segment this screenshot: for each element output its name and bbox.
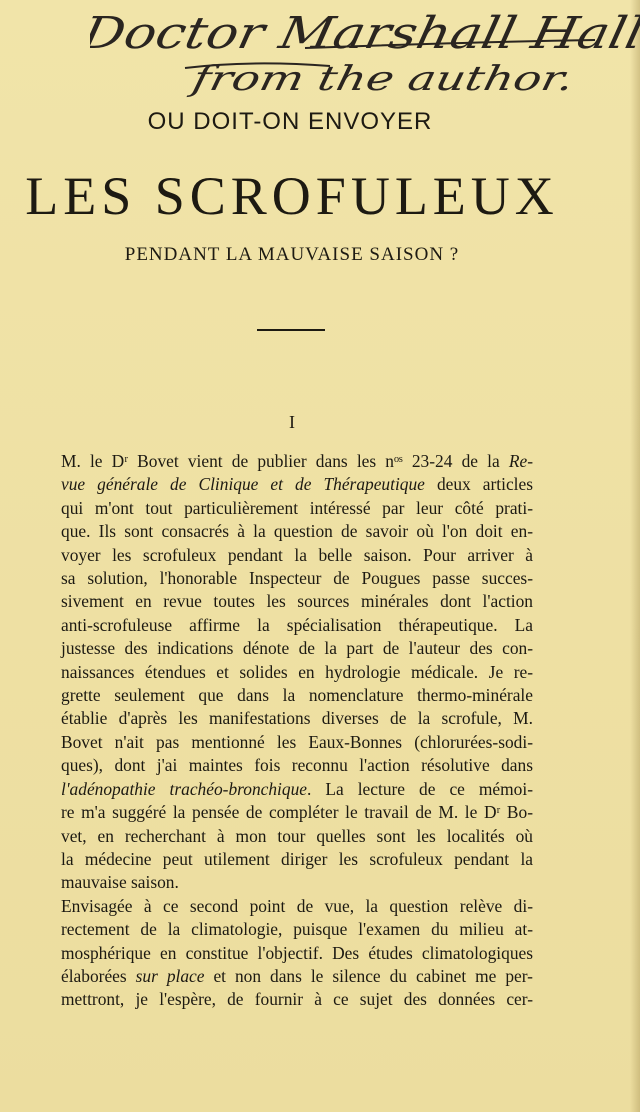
body-line: l'adénopathie trachéo-bronchique. La lecture de ce mémoi- — [61, 778, 533, 799]
body-line: voyer les scrofuleux pendant la belle saison. Pour arriver à — [61, 544, 533, 565]
body-line: M. le Dʳ Bovet vient de publier dans les nᵒˢ 23-24 de la Re- — [61, 451, 533, 471]
body-line: établie d'après les manifestations diverses de la scrofule, M. — [61, 708, 533, 729]
dedication-line-2: from the author. — [188, 59, 478, 99]
body-line: mettront, je l'espère, de fournir à ce sujet des données cer- — [61, 989, 533, 1010]
body-line: re m'a suggéré la pensée de compléter le travail de M. le Dʳ Bo- — [61, 802, 533, 823]
body-line: sivement en revue toutes les sources minérales dont l'action — [61, 591, 533, 612]
title-rule — [257, 329, 325, 331]
body-line: anti-scrofuleuse affirme la spécialisation thérapeutique. La — [61, 614, 533, 635]
body-line: qui m'ont tout particulièrement intéressé par leur côté prati- — [61, 497, 533, 518]
body-line: la médecine peut utilement diriger les scrofuleux pendant la — [61, 848, 533, 869]
series-title: OU DOIT-ON ENVOYER — [147, 108, 433, 135]
main-title: LES SCROFULEUX — [25, 166, 559, 226]
body-line: que. Ils sont consacrés à la question de savoir où l'on doit en- — [61, 521, 533, 542]
handwritten-dedication — [90, 0, 640, 100]
body-line: grette seulement que dans la nomenclature thermo-minérale — [61, 685, 533, 706]
section-number: I — [289, 412, 295, 432]
body-line: mosphérique en constitue l'objectif. Des études climatologiques — [61, 942, 533, 963]
body-line: rectement de la climatologie, puisque l'examen du milieu at- — [61, 919, 533, 940]
body-line: ques), dont j'ai maintes fois reconnu l'action résolutive dans — [61, 755, 533, 776]
body-line: justesse des indications dénote de la part de l'auteur des con- — [61, 638, 533, 659]
subtitle: PENDANT LA MAUVAISE SAISON ? — [124, 244, 460, 265]
body-line: élaborées sur place et non dans le silence du cabinet me per- — [61, 965, 533, 986]
body-line: Bovet n'ait pas mentionné les Eaux-Bonnes (chlorurées-sodi- — [61, 731, 533, 752]
page-edge-shadow — [630, 0, 640, 1112]
dedication-signature-drawing — [90, 0, 640, 100]
body-line: naissances étendues et solides en hydrologie médicale. Je re- — [61, 661, 533, 682]
body-line: sa solution, l'honorable Inspecteur de Pougues passe succes- — [61, 568, 533, 589]
body-text — [61, 450, 533, 1012]
body-line: vue générale de Clinique et de Thérapeutique deux articles — [61, 474, 533, 495]
body-line: Envisagée à ce second point de vue, la question relève di- — [61, 895, 533, 916]
body-line: mauvaise saison. — [61, 872, 179, 893]
body-line: vet, en recherchant à mon tour quelles sont les localités où — [61, 825, 533, 846]
dedication-line-1: Doctor Marshall Hall — [90, 8, 559, 59]
